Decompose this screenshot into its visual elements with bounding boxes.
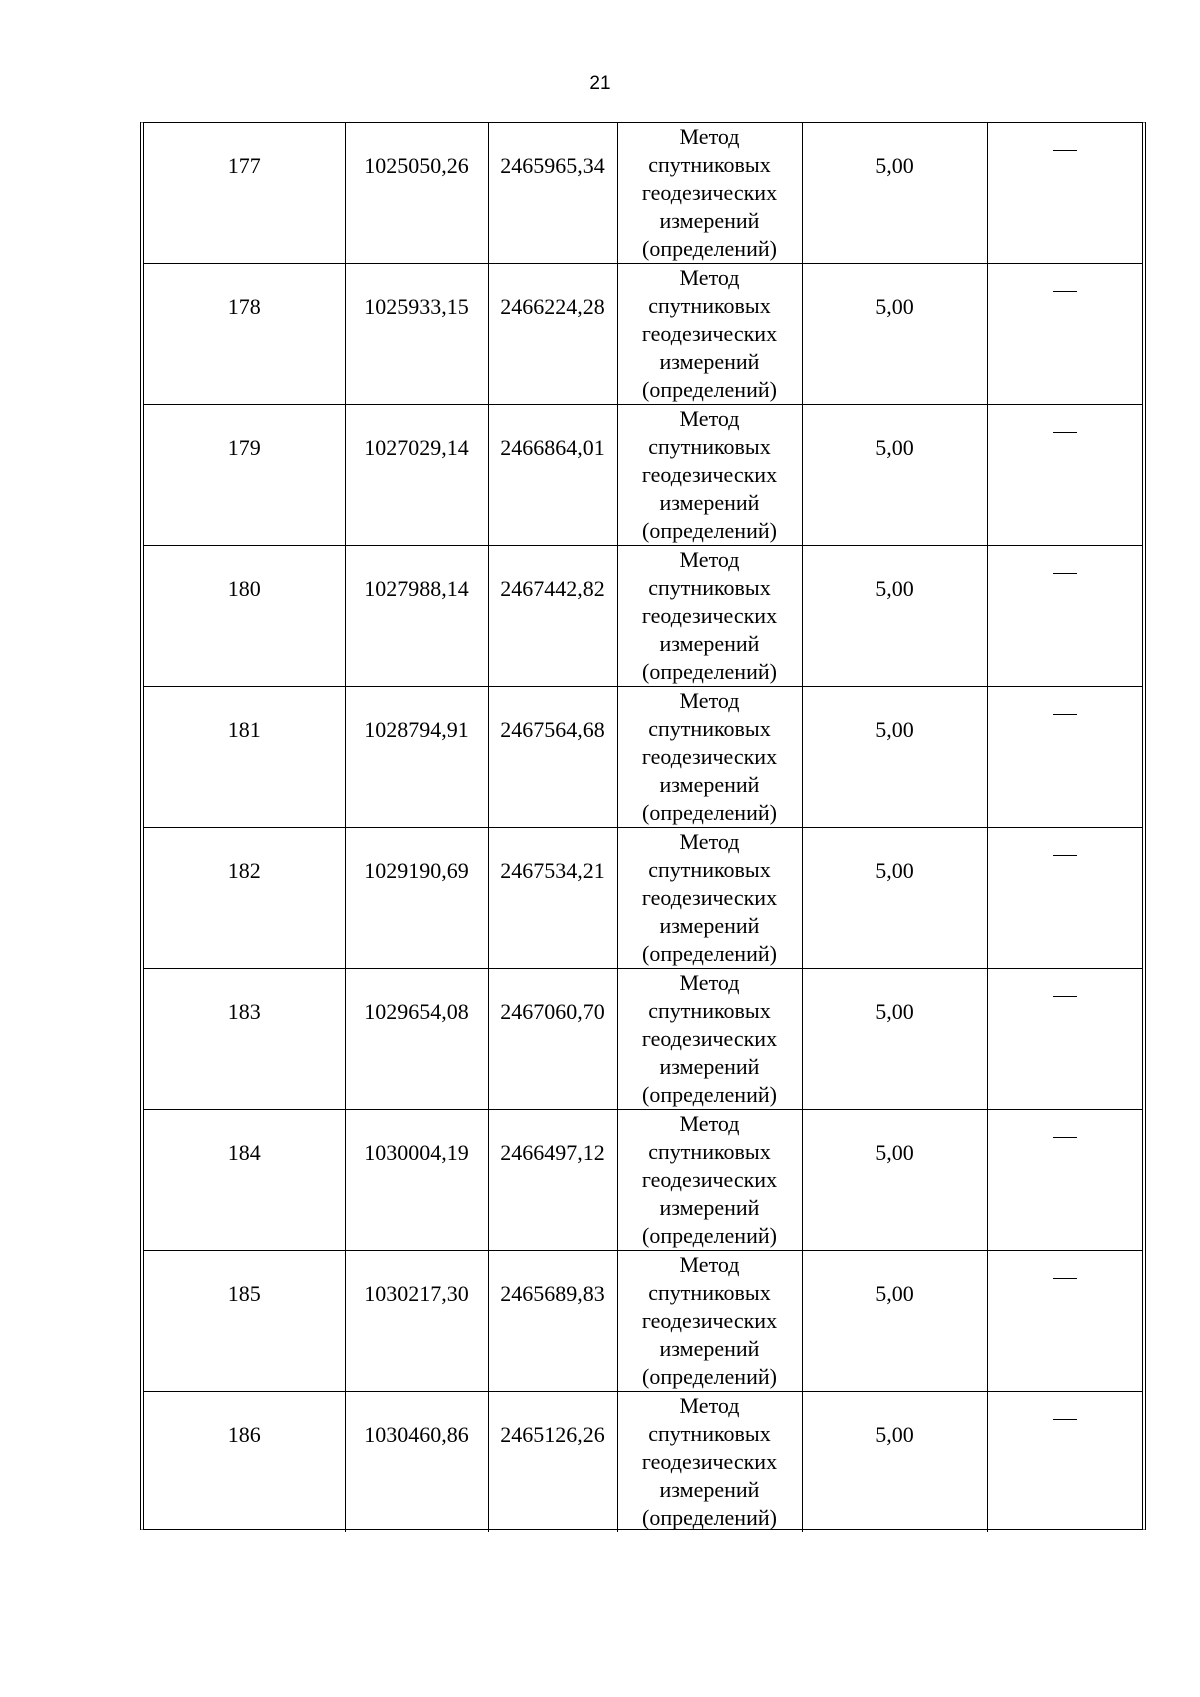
y-coordinate-cell bbox=[488, 828, 617, 969]
x-coordinate-text: 1029654,08 bbox=[364, 999, 469, 1024]
note-cell bbox=[987, 123, 1142, 264]
y-coordinate-text: 2465965,34 bbox=[500, 153, 605, 178]
table-row bbox=[144, 264, 1142, 405]
em-dash-mark bbox=[1053, 291, 1077, 292]
point-number-cell bbox=[144, 1251, 345, 1392]
coordinates-table-body bbox=[144, 123, 1142, 1532]
x-coordinate-cell bbox=[345, 264, 488, 405]
em-dash-mark bbox=[1053, 996, 1077, 997]
table-row bbox=[144, 1251, 1142, 1392]
y-coordinate-text: 2467534,21 bbox=[500, 858, 605, 883]
point-number-cell bbox=[144, 687, 345, 828]
note-text bbox=[1077, 1392, 1078, 1393]
note-text bbox=[1077, 1251, 1078, 1252]
x-coordinate-cell bbox=[345, 687, 488, 828]
x-coordinate-text: 1030004,19 bbox=[364, 1140, 469, 1165]
y-coordinate-cell bbox=[488, 264, 617, 405]
x-coordinate-cell bbox=[345, 405, 488, 546]
table-row bbox=[144, 969, 1142, 1110]
point-number-text: 177 bbox=[227, 153, 261, 178]
method-text: Метод спутниковых геодезических измерений (определений) bbox=[641, 1111, 778, 1248]
em-dash-mark bbox=[1053, 855, 1077, 856]
point-number-text: 186 bbox=[227, 1422, 261, 1447]
em-dash-mark bbox=[1053, 150, 1077, 151]
note-text bbox=[1077, 1110, 1078, 1111]
y-coordinate-text: 2465126,26 bbox=[500, 1422, 605, 1447]
note-text bbox=[1077, 546, 1078, 547]
em-dash-mark bbox=[1053, 573, 1077, 574]
point-number-text: 182 bbox=[227, 858, 261, 883]
x-coordinate-cell bbox=[345, 1251, 488, 1392]
x-coordinate-cell bbox=[345, 1110, 488, 1251]
accuracy-text: 5,00 bbox=[875, 999, 914, 1024]
point-number-cell bbox=[144, 264, 345, 405]
method-text: Метод спутниковых геодезических измерений (определений) bbox=[641, 547, 778, 684]
y-coordinate-text: 2466864,01 bbox=[500, 435, 605, 460]
accuracy-text: 5,00 bbox=[875, 1140, 914, 1165]
accuracy-cell bbox=[802, 405, 987, 546]
method-cell bbox=[617, 405, 802, 546]
point-number-text: 184 bbox=[227, 1140, 261, 1165]
accuracy-text: 5,00 bbox=[875, 435, 914, 460]
note-cell bbox=[987, 687, 1142, 828]
method-cell bbox=[617, 969, 802, 1110]
method-cell bbox=[617, 123, 802, 264]
x-coordinate-text: 1027029,14 bbox=[364, 435, 469, 460]
accuracy-cell bbox=[802, 1110, 987, 1251]
note-cell bbox=[987, 405, 1142, 546]
page-number: 21 bbox=[589, 73, 611, 94]
accuracy-cell bbox=[802, 1251, 987, 1392]
point-number-cell bbox=[144, 405, 345, 546]
note-text bbox=[1077, 687, 1078, 688]
point-number-text: 183 bbox=[227, 999, 261, 1024]
accuracy-text: 5,00 bbox=[875, 294, 914, 319]
x-coordinate-cell bbox=[345, 123, 488, 264]
y-coordinate-text: 2467564,68 bbox=[500, 717, 605, 742]
x-coordinate-text: 1028794,91 bbox=[364, 717, 469, 742]
method-cell bbox=[617, 1110, 802, 1251]
accuracy-text: 5,00 bbox=[875, 153, 914, 178]
method-text: Метод спутниковых геодезических измерений (определений) bbox=[641, 970, 778, 1107]
accuracy-cell bbox=[802, 123, 987, 264]
note-text bbox=[1077, 405, 1078, 406]
point-number-text: 180 bbox=[227, 576, 261, 601]
table-row bbox=[144, 123, 1142, 264]
method-text: Метод спутниковых геодезических измерений (определений) bbox=[641, 406, 778, 543]
point-number-cell bbox=[144, 1110, 345, 1251]
y-coordinate-text: 2467060,70 bbox=[500, 999, 605, 1024]
table-row bbox=[144, 1392, 1142, 1533]
table-row bbox=[144, 828, 1142, 969]
method-text: Метод спутниковых геодезических измерений (определений) bbox=[641, 829, 778, 966]
accuracy-cell bbox=[802, 264, 987, 405]
y-coordinate-cell bbox=[488, 1392, 617, 1533]
point-number-cell bbox=[144, 969, 345, 1110]
note-text bbox=[1077, 123, 1078, 124]
note-cell bbox=[987, 264, 1142, 405]
point-number-text: 181 bbox=[227, 717, 261, 742]
x-coordinate-cell bbox=[345, 969, 488, 1110]
y-coordinate-text: 2466224,28 bbox=[500, 294, 605, 319]
note-cell bbox=[987, 546, 1142, 687]
accuracy-cell bbox=[802, 1392, 987, 1533]
point-number-cell bbox=[144, 546, 345, 687]
em-dash-mark bbox=[1053, 1137, 1077, 1138]
y-coordinate-text: 2465689,83 bbox=[500, 1281, 605, 1306]
em-dash-mark bbox=[1053, 432, 1077, 433]
point-number-cell bbox=[144, 828, 345, 969]
note-cell bbox=[987, 828, 1142, 969]
x-coordinate-cell bbox=[345, 546, 488, 687]
method-text: Метод спутниковых геодезических измерений (определений) bbox=[641, 124, 778, 261]
table-row bbox=[144, 687, 1142, 828]
coordinates-table-frame bbox=[140, 122, 1146, 1530]
y-coordinate-text: 2467442,82 bbox=[500, 576, 605, 601]
method-text: Метод спутниковых геодезических измерений (определений) bbox=[641, 265, 778, 402]
x-coordinate-text: 1025050,26 bbox=[364, 153, 469, 178]
y-coordinate-cell bbox=[488, 1110, 617, 1251]
point-number-cell bbox=[144, 1392, 345, 1533]
coordinates-table bbox=[144, 123, 1142, 1532]
note-cell bbox=[987, 1392, 1142, 1533]
em-dash-mark bbox=[1053, 1419, 1077, 1420]
note-cell bbox=[987, 1251, 1142, 1392]
y-coordinate-cell bbox=[488, 405, 617, 546]
accuracy-text: 5,00 bbox=[875, 858, 914, 883]
accuracy-cell bbox=[802, 546, 987, 687]
y-coordinate-cell bbox=[488, 687, 617, 828]
table-row bbox=[144, 546, 1142, 687]
method-cell bbox=[617, 828, 802, 969]
note-text bbox=[1077, 969, 1078, 970]
y-coordinate-cell bbox=[488, 546, 617, 687]
point-number-cell bbox=[144, 123, 345, 264]
point-number-text: 178 bbox=[227, 294, 261, 319]
method-text: Метод спутниковых геодезических измерений (определений) bbox=[641, 688, 778, 825]
y-coordinate-cell bbox=[488, 123, 617, 264]
y-coordinate-cell bbox=[488, 969, 617, 1110]
accuracy-text: 5,00 bbox=[875, 717, 914, 742]
em-dash-mark bbox=[1053, 1278, 1077, 1279]
table-row bbox=[144, 1110, 1142, 1251]
method-cell bbox=[617, 264, 802, 405]
x-coordinate-text: 1027988,14 bbox=[364, 576, 469, 601]
x-coordinate-text: 1030460,86 bbox=[364, 1422, 469, 1447]
y-coordinate-text: 2466497,12 bbox=[500, 1140, 605, 1165]
x-coordinate-text: 1030217,30 bbox=[364, 1281, 469, 1306]
accuracy-cell bbox=[802, 687, 987, 828]
accuracy-cell bbox=[802, 969, 987, 1110]
method-text: Метод спутниковых геодезических измерений (определений) bbox=[641, 1252, 778, 1389]
accuracy-cell bbox=[802, 828, 987, 969]
note-cell bbox=[987, 969, 1142, 1110]
method-cell bbox=[617, 546, 802, 687]
method-text: Метод спутниковых геодезических измерений (определений) bbox=[641, 1393, 778, 1530]
accuracy-text: 5,00 bbox=[875, 1281, 914, 1306]
note-text bbox=[1077, 828, 1078, 829]
accuracy-text: 5,00 bbox=[875, 576, 914, 601]
table-row bbox=[144, 405, 1142, 546]
x-coordinate-cell bbox=[345, 828, 488, 969]
accuracy-text: 5,00 bbox=[875, 1422, 914, 1447]
y-coordinate-cell bbox=[488, 1251, 617, 1392]
x-coordinate-cell bbox=[345, 1392, 488, 1533]
point-number-text: 179 bbox=[227, 435, 261, 460]
method-cell bbox=[617, 687, 802, 828]
x-coordinate-text: 1029190,69 bbox=[364, 858, 469, 883]
em-dash-mark bbox=[1053, 714, 1077, 715]
point-number-text: 185 bbox=[227, 1281, 261, 1306]
note-cell bbox=[987, 1110, 1142, 1251]
note-text bbox=[1077, 264, 1078, 265]
x-coordinate-text: 1025933,15 bbox=[364, 294, 469, 319]
method-cell bbox=[617, 1251, 802, 1392]
method-cell bbox=[617, 1392, 802, 1533]
